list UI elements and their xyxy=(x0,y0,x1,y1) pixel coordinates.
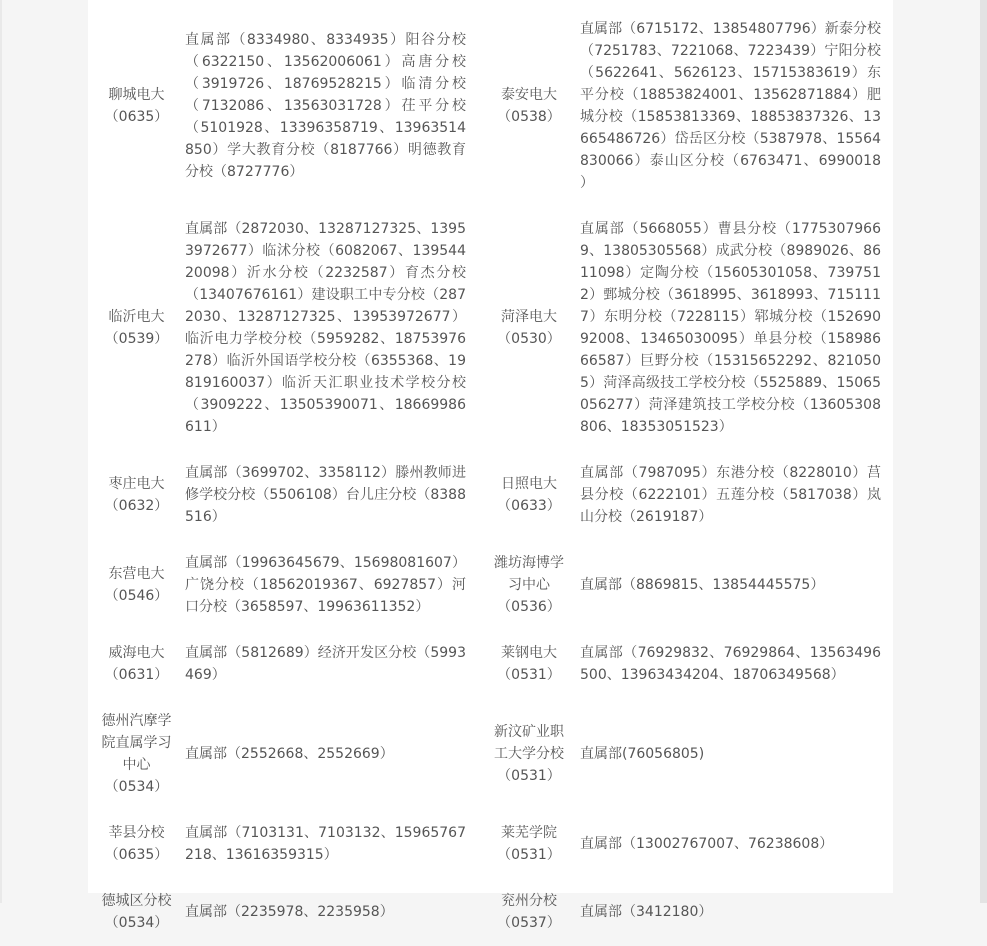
branch-detail: 直属部（5668055）曹县分校（17753079669、13805305568）成武分校（8989026、8611098）定陶分校（15605301058、7397512）鄄城分校（3618995、3618993、7151117）东明分校（7228115）郓城分校（15269092008、13465030095）单县分校（15898666587）巨野分校（15315652292、8210505）菏泽高级技工学校分校（5525889、15065056277）菏泽建筑技工学校分校（13605308806、18353051523） xyxy=(580,221,881,435)
branch-detail-cell xyxy=(185,878,478,946)
branch-name: 东营电大 xyxy=(108,566,165,582)
branch-detail: 直属部（19963645679、15698081607）广饶分校（18562019367、6927857）河口分校（3658597、19963611352） xyxy=(185,555,466,615)
branch-detail: 直属部(76056805) xyxy=(580,746,705,762)
scrollbar-track[interactable] xyxy=(980,0,987,903)
branch-name-cell xyxy=(478,810,580,878)
branch-name-cell xyxy=(88,878,185,946)
branch-detail: 直属部（8869815、13854445575） xyxy=(580,577,825,593)
table-row xyxy=(88,6,893,206)
branch-contact-table xyxy=(88,6,893,946)
branch-name-cell xyxy=(478,206,580,450)
branch-name-cell xyxy=(478,878,580,946)
branch-code: （0539） xyxy=(104,331,169,347)
branch-name-cell xyxy=(88,810,185,878)
branch-detail-cell xyxy=(185,540,478,630)
table-row xyxy=(88,206,893,450)
content-panel xyxy=(88,0,895,931)
branch-name: 日照电大 xyxy=(501,476,557,492)
table-row xyxy=(88,698,893,810)
branch-code: （0531） xyxy=(497,768,561,784)
branch-detail-cell xyxy=(185,206,478,450)
branch-code: （0538） xyxy=(497,109,561,125)
branch-name: 德城区分校 xyxy=(101,893,172,909)
branch-detail: 直属部（7103131、7103132、15965767218、13616359315） xyxy=(185,825,466,863)
branch-name: 临沂电大 xyxy=(108,309,165,325)
branch-detail-cell xyxy=(580,878,893,946)
branch-detail-cell xyxy=(580,450,893,540)
branch-name-cell xyxy=(88,630,185,698)
branch-detail: 直属部（3699702、3358112）滕州教师进修学校分校（5506108）台儿庄分校（8388516） xyxy=(185,465,466,525)
branch-name-cell xyxy=(478,6,580,206)
branch-name-cell xyxy=(88,698,185,810)
branch-detail: 直属部（6715172、13854807796）新泰分校（7251783、7221068、7223439）宁阳分校（5622641、5626123、15715383619）东平分校（18853824001、13562871884）肥城分校（15853813369、18853837326、13665486726）岱岳区分校（5387978、15564830066）泰山区分校（6763471、6990018 ） xyxy=(580,21,895,191)
branch-detail: 直属部（8334980、8334935）阳谷分校（6322150、13562006061）高唐分校（3919726、18769528215）临清分校（7132086、13563031728）茌平分校（5101928、13396358719、13963514850）学大教育分校（8187766）明德教育分校（8727776） xyxy=(185,32,466,180)
branch-detail-cell xyxy=(185,6,478,206)
branch-detail: 直属部（13002767007、76238608） xyxy=(580,836,834,852)
page-left-edge xyxy=(0,0,2,903)
branch-code: （0531） xyxy=(497,847,561,863)
branch-name-cell xyxy=(478,450,580,540)
branch-detail: 直属部（3412180） xyxy=(580,904,713,920)
branch-detail: 直属部（7987095）东港分校（8228010）莒县分校（6222101）五莲分校（5817038）岚山分校（2619187） xyxy=(580,465,881,525)
branch-detail-cell xyxy=(185,810,478,878)
branch-name: 德州汽摩学院直属学习中心 xyxy=(101,713,172,773)
branch-code: （0635） xyxy=(104,847,169,863)
branch-detail: 直属部（5812689）经济开发区分校（5993469） xyxy=(185,645,466,683)
branch-detail: 直属部（2552668、2552669） xyxy=(185,746,394,762)
table-row xyxy=(88,878,893,946)
branch-name-cell xyxy=(88,6,185,206)
branch-name-cell xyxy=(88,540,185,630)
table-row xyxy=(88,450,893,540)
branch-detail-cell xyxy=(580,698,893,810)
branch-name: 菏泽电大 xyxy=(501,309,557,325)
branch-code: （0530） xyxy=(497,331,561,347)
table-row xyxy=(88,540,893,630)
branch-name: 聊城电大 xyxy=(108,87,165,103)
branch-detail: 直属部（2235978、2235958） xyxy=(185,904,394,920)
branch-detail: 直属部（2872030、13287127325、13953972677）临沭分校（6082067、13954420098）沂水分校（2232587）育杰分校（13407676161）建设职工中专分校（2872030、13287127325、13953972677）临沂电力学校分校（5959282、18753976278）临沂外国语学校分校（6355368、19819160037）临沂天汇职业技术学校分校（3909222、13505390071、18669986611） xyxy=(185,221,466,435)
branch-code: （0631） xyxy=(104,667,169,683)
branch-detail: 直属部（76929832、76929864、13563496500、13963434204、18706349568） xyxy=(580,645,881,683)
branch-detail-cell xyxy=(185,450,478,540)
branch-detail-cell xyxy=(580,6,893,206)
branch-name: 莱钢电大 xyxy=(501,645,557,661)
branch-name-cell xyxy=(478,698,580,810)
branch-name: 莱芜学院 xyxy=(501,825,557,841)
branch-code: （0632） xyxy=(104,498,169,514)
branch-code: （0534） xyxy=(104,915,169,931)
branch-code: （0534） xyxy=(104,779,169,795)
branch-code: （0546） xyxy=(104,588,169,604)
branch-name: 莘县分校 xyxy=(108,825,165,841)
branch-name: 泰安电大 xyxy=(501,87,557,103)
branch-name: 枣庄电大 xyxy=(108,476,165,492)
branch-detail-cell xyxy=(580,630,893,698)
branch-code: （0635） xyxy=(104,109,169,125)
branch-name-cell xyxy=(88,450,185,540)
branch-name: 威海电大 xyxy=(108,645,165,661)
branch-detail-cell xyxy=(580,206,893,450)
branch-code: （0531） xyxy=(497,667,561,683)
branch-name: 新汶矿业职工大学分校 xyxy=(494,724,564,762)
branch-name: 潍坊海博学习中心 xyxy=(494,555,564,593)
branch-name: 兖州分校 xyxy=(501,893,557,909)
branch-detail-cell xyxy=(185,630,478,698)
branch-detail-cell xyxy=(185,698,478,810)
branch-code: （0633） xyxy=(497,498,561,514)
table-row xyxy=(88,810,893,878)
branch-name-cell xyxy=(88,206,185,450)
branch-name-cell xyxy=(478,540,580,630)
branch-detail-cell xyxy=(580,810,893,878)
branch-name-cell xyxy=(478,630,580,698)
branch-detail-cell xyxy=(580,540,893,630)
branch-code: （0537） xyxy=(497,915,561,931)
table-row xyxy=(88,630,893,698)
branch-code: （0536） xyxy=(497,599,561,615)
